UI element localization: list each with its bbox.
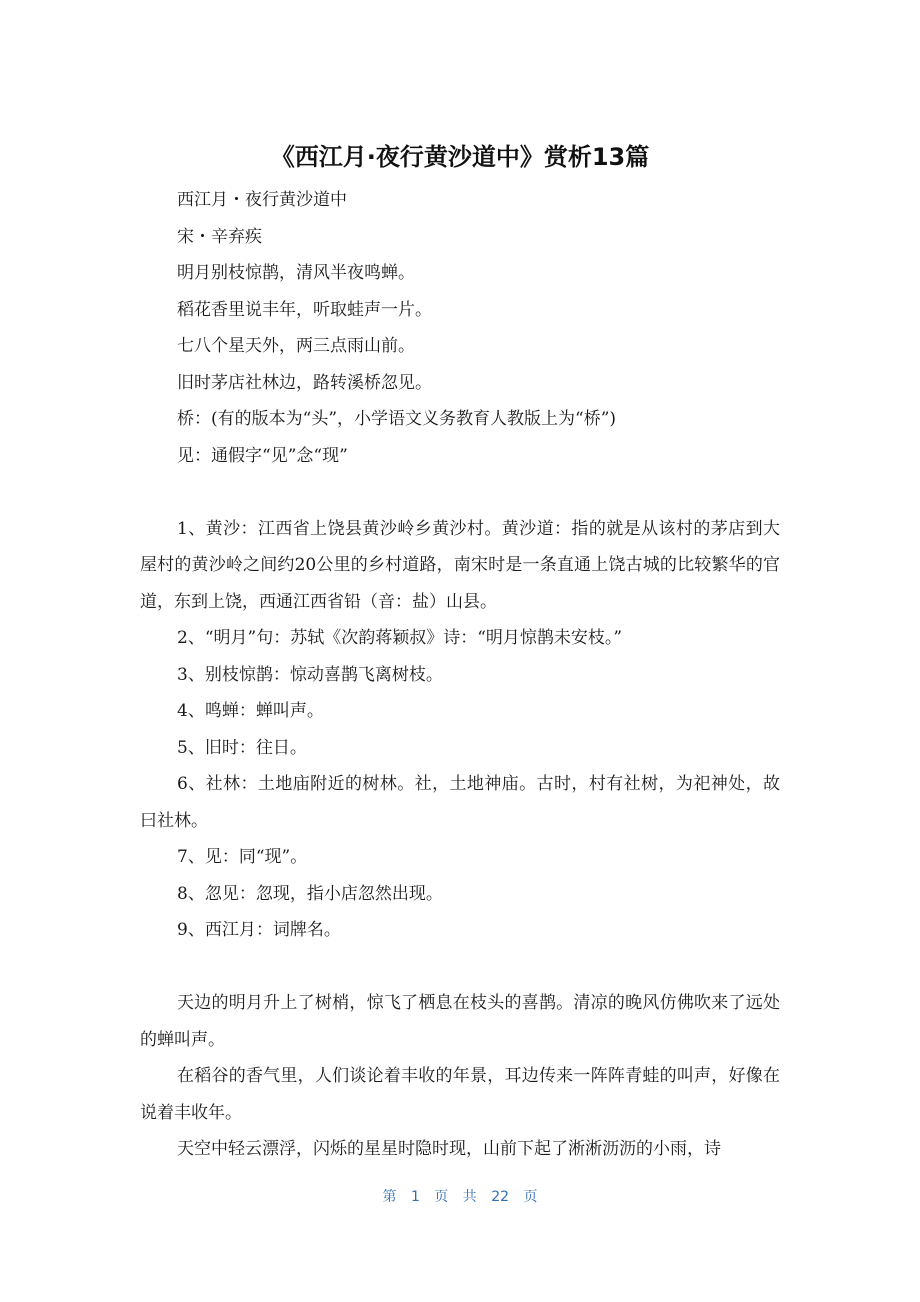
poem-line: 旧时茅店社林边，路转溪桥忽见。 [177,372,432,393]
poem-note: 见：通假字“见”念“现” [177,445,348,466]
poem-line: 七八个星天外，两三点雨山前。 [177,336,415,356]
annotation-item: 1、黄沙：江西省上饶县黄沙岭乡黄沙村。黄沙道：指的就是从该村的茅店到大屋村的黄沙岭之间约20公里的乡村道路，南宋时是一条直通上饶古城的比较繁华的官道，东到上饶，西通江西省铅（音：盐）山县。 [140,518,780,612]
poem-heading: 西江月・夜行黄沙道中 [177,190,347,210]
poem-line: 稻花香里说丰年，听取蛙声一片。 [177,299,432,320]
translation-paragraph: 天边的明月升上了树梢，惊飞了栖息在枝头的喜鹊。清凉的晚风仿佛吹来了远处的蝉叫声。 [140,993,780,1050]
translation-paragraph: 天空中轻云漂浮，闪烁的星星时隐时现，山前下起了淅淅沥沥的小雨，诗 [177,1139,721,1159]
document-body [140,182,780,1168]
translation-paragraph: 在稻谷的香气里，人们谈论着丰收的年景，耳边传来一阵阵青蛙的叫声，好像在说着丰收年。 [140,1066,780,1123]
poem-note: 桥：(有的版本为“头”，小学语文义务教育人教版上为“桥”) [177,409,617,429]
annotation-item: 5、旧时：往日。 [177,737,307,758]
blank-line [140,474,780,511]
blank-line [140,949,780,986]
annotation-item: 7、见：同“现”。 [177,847,308,867]
poem-line: 明月别枝惊鹊，清风半夜鸣蝉。 [177,263,415,283]
annotation-item: 8、忽见：忽现，指小店忽然出现。 [177,883,443,904]
poem-author: 宋・辛弃疾 [177,226,262,247]
annotation-item: 9、西江月：词牌名。 [177,920,341,940]
annotation-item: 4、鸣蝉：蝉叫声。 [177,701,324,721]
annotation-item: 6、社林：土地庙附近的树林。社，土地神庙。古时，村有社树，为祀神处，故曰社林。 [140,774,780,831]
annotation-item: 3、别枝惊鹊：惊动喜鹊飞离树枝。 [177,664,443,685]
annotation-item: 2、“明月”句：苏轼《次韵蒋颖叔》诗：“明月惊鹊未安枝。” [177,628,623,648]
page-title: 《西江月·夜行黄沙道中》赏析13篇 [270,143,650,171]
page-number-footer: 第 1 页 共 22 页 [382,1189,538,1205]
